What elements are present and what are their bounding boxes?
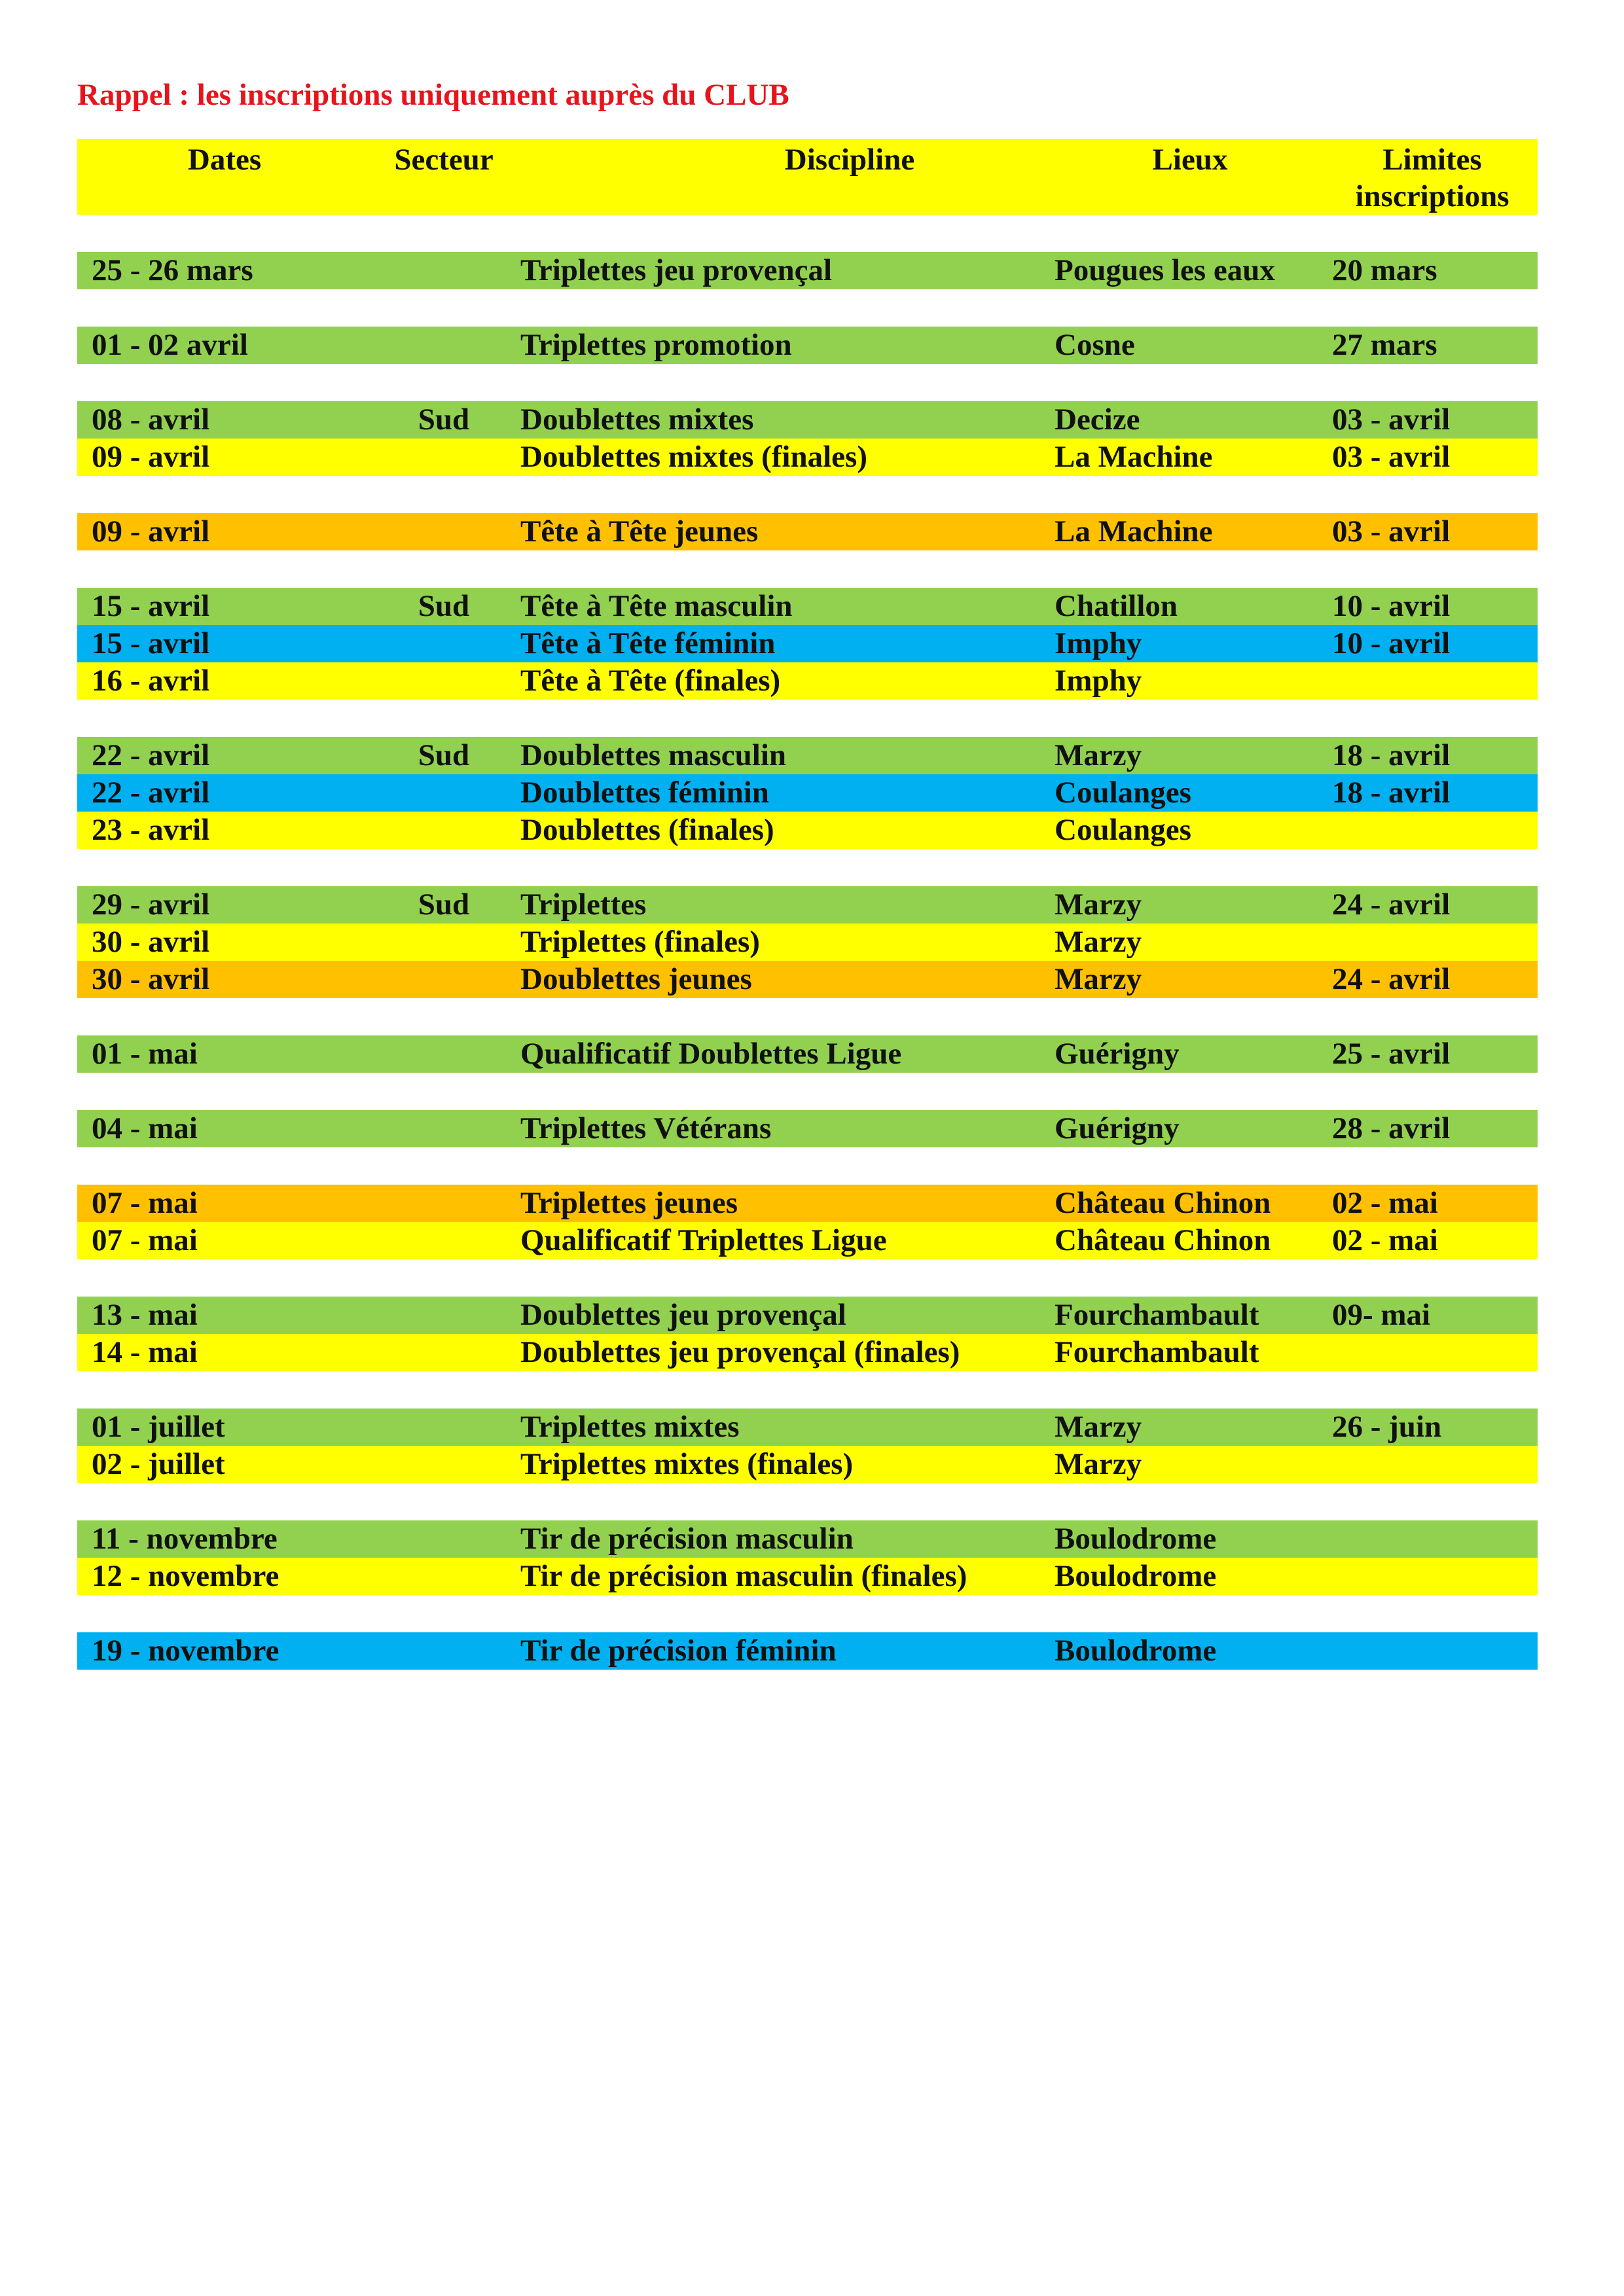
cell-lieu: Marzy xyxy=(1055,738,1142,772)
cell-limite: 28 - avril xyxy=(1332,1111,1451,1145)
cell-date: 09 - avril xyxy=(92,440,210,474)
cell-lieu: Decize xyxy=(1055,403,1140,437)
cell-date: 29 - avril xyxy=(92,888,210,922)
cell-date: 22 - avril xyxy=(92,776,210,810)
cell-discipline: Tête à Tête (finales) xyxy=(520,664,781,698)
cell-date: 13 - mai xyxy=(92,1298,198,1332)
cell-lieu: Imphy xyxy=(1055,626,1142,660)
table-row xyxy=(77,1334,1538,1371)
cell-lieu: La Machine xyxy=(1055,514,1213,548)
cell-lieu: Guérigny xyxy=(1055,1111,1180,1145)
row-group xyxy=(77,513,1538,550)
cell-date: 09 - avril xyxy=(92,514,210,548)
cell-lieu: Pougues les eaux xyxy=(1055,253,1275,287)
row-group xyxy=(77,737,1538,849)
cell-limite: 03 - avril xyxy=(1332,440,1451,474)
table-row xyxy=(77,961,1538,998)
cell-date: 08 - avril xyxy=(92,403,210,437)
cell-lieu: Marzy xyxy=(1055,925,1142,959)
table-row xyxy=(77,439,1538,476)
cell-date: 14 - mai xyxy=(92,1335,198,1369)
cell-discipline: Doublettes (finales) xyxy=(520,813,774,847)
schedule-table xyxy=(77,139,1538,1707)
table-row xyxy=(77,1632,1538,1670)
header-lieux: Lieux xyxy=(1152,143,1228,177)
cell-date: 12 - novembre xyxy=(92,1559,280,1593)
header-secteur: Secteur xyxy=(394,143,494,177)
cell-discipline: Doublettes jeu provençal xyxy=(520,1298,846,1332)
table-header xyxy=(77,139,1538,215)
cell-date: 30 - avril xyxy=(92,925,210,959)
cell-discipline: Triplettes Vétérans xyxy=(520,1111,772,1145)
cell-date: 30 - avril xyxy=(92,962,210,996)
cell-limite: 25 - avril xyxy=(1332,1037,1451,1071)
cell-discipline: Triplettes jeunes xyxy=(520,1186,738,1220)
row-group xyxy=(77,1408,1538,1483)
table-row xyxy=(77,662,1538,700)
cell-date: 25 - 26 mars xyxy=(92,253,253,287)
header-dates: Dates xyxy=(187,143,262,177)
cell-secteur: Sud xyxy=(418,888,470,922)
row-group xyxy=(77,401,1538,476)
row-group xyxy=(77,886,1538,998)
cell-lieu: Coulanges xyxy=(1055,776,1191,810)
cell-lieu: Cosne xyxy=(1055,328,1135,362)
cell-limite: 18 - avril xyxy=(1332,776,1451,810)
table-body xyxy=(77,252,1538,1670)
cell-lieu: Boulodrome xyxy=(1055,1559,1217,1593)
table-row xyxy=(77,1222,1538,1259)
cell-discipline: Doublettes féminin xyxy=(520,776,769,810)
table-row xyxy=(77,1408,1538,1446)
cell-discipline: Tête à Tête féminin xyxy=(520,626,776,660)
row-group xyxy=(77,1035,1538,1073)
cell-lieu: Marzy xyxy=(1055,1410,1142,1444)
row-group xyxy=(77,1297,1538,1371)
header-discipline: Discipline xyxy=(784,143,915,177)
cell-discipline: Triplettes mixtes (finales) xyxy=(520,1447,854,1481)
table-row xyxy=(77,924,1538,961)
cell-discipline: Qualificatif Doublettes Ligue xyxy=(520,1037,902,1071)
cell-limite: 24 - avril xyxy=(1332,962,1451,996)
table-row xyxy=(77,737,1538,774)
cell-limite: 10 - avril xyxy=(1332,626,1451,660)
cell-secteur: Sud xyxy=(418,403,470,437)
cell-limite: 18 - avril xyxy=(1332,738,1451,772)
cell-limite: 10 - avril xyxy=(1332,589,1451,623)
cell-date: 07 - mai xyxy=(92,1186,198,1220)
table-row xyxy=(77,1558,1538,1595)
cell-discipline: Tir de précision masculin xyxy=(520,1522,854,1556)
row-group xyxy=(77,1185,1538,1259)
table-row xyxy=(77,252,1538,289)
row-group xyxy=(77,327,1538,364)
cell-discipline: Triplettes mixtes xyxy=(520,1410,740,1444)
cell-date: 01 - mai xyxy=(92,1037,198,1071)
cell-limite: 02 - mai xyxy=(1332,1186,1438,1220)
cell-date: 15 - avril xyxy=(92,626,210,660)
table-row xyxy=(77,327,1538,364)
table-row xyxy=(77,1110,1538,1147)
row-group xyxy=(77,1632,1538,1670)
cell-date: 02 - juillet xyxy=(92,1447,225,1481)
table-row xyxy=(77,513,1538,550)
cell-date: 11 - novembre xyxy=(92,1522,278,1556)
cell-date: 01 - juillet xyxy=(92,1410,225,1444)
cell-secteur: Sud xyxy=(418,589,470,623)
cell-limite: 26 - juin xyxy=(1332,1410,1442,1444)
cell-date: 23 - avril xyxy=(92,813,210,847)
cell-discipline: Doublettes mixtes xyxy=(520,403,754,437)
cell-lieu: Chatillon xyxy=(1055,589,1178,623)
cell-lieu: Marzy xyxy=(1055,888,1142,922)
cell-discipline: Doublettes masculin xyxy=(520,738,787,772)
cell-date: 16 - avril xyxy=(92,664,210,698)
cell-limite: 09- mai xyxy=(1332,1298,1431,1332)
table-row xyxy=(77,886,1538,924)
cell-limite: 03 - avril xyxy=(1332,403,1451,437)
header-limites xyxy=(1327,141,1537,215)
cell-discipline: Doublettes mixtes (finales) xyxy=(520,440,867,474)
cell-lieu: Boulodrome xyxy=(1055,1522,1217,1556)
cell-date: 01 - 02 avril xyxy=(92,328,248,362)
cell-discipline: Triplettes promotion xyxy=(520,328,792,362)
table-row xyxy=(77,812,1538,849)
table-row xyxy=(77,1446,1538,1483)
cell-discipline: Tir de précision féminin xyxy=(520,1634,837,1668)
cell-date: 15 - avril xyxy=(92,589,210,623)
cell-secteur: Sud xyxy=(418,738,470,772)
cell-discipline: Triplettes xyxy=(520,888,647,922)
cell-lieu: Marzy xyxy=(1055,962,1142,996)
table-row xyxy=(77,1185,1538,1222)
cell-lieu: Fourchambault xyxy=(1055,1335,1259,1369)
table-row xyxy=(77,1520,1538,1558)
cell-discipline: Tête à Tête masculin xyxy=(520,589,793,623)
cell-discipline: Tête à Tête jeunes xyxy=(520,514,759,548)
cell-discipline: Triplettes (finales) xyxy=(520,925,760,959)
cell-lieu: Coulanges xyxy=(1055,813,1191,847)
cell-date: 04 - mai xyxy=(92,1111,198,1145)
cell-discipline: Doublettes jeu provençal (finales) xyxy=(520,1335,960,1369)
cell-discipline: Tir de précision masculin (finales) xyxy=(520,1559,967,1593)
row-group xyxy=(77,588,1538,700)
row-group xyxy=(77,1520,1538,1595)
table-row xyxy=(77,625,1538,662)
cell-lieu: Fourchambault xyxy=(1055,1298,1259,1332)
table-row xyxy=(77,1297,1538,1334)
cell-lieu: Marzy xyxy=(1055,1447,1142,1481)
cell-limite: 03 - avril xyxy=(1332,514,1451,548)
rappel-notice: Rappel : les inscriptions uniquement auprès du CLUB xyxy=(77,78,789,112)
cell-limite: 02 - mai xyxy=(1332,1223,1438,1257)
table-row xyxy=(77,1035,1538,1073)
cell-lieu: Château Chinon xyxy=(1055,1186,1271,1220)
cell-date: 07 - mai xyxy=(92,1223,198,1257)
row-group xyxy=(77,252,1538,289)
cell-limite: 24 - avril xyxy=(1332,888,1451,922)
header-limites-line1: Limites xyxy=(1382,143,1482,177)
row-group xyxy=(77,1110,1538,1147)
table-row xyxy=(77,774,1538,812)
cell-lieu: Imphy xyxy=(1055,664,1142,698)
cell-lieu: Château Chinon xyxy=(1055,1223,1271,1257)
cell-date: 19 - novembre xyxy=(92,1634,280,1668)
table-row xyxy=(77,401,1538,439)
cell-lieu: La Machine xyxy=(1055,440,1213,474)
cell-discipline: Doublettes jeunes xyxy=(520,962,752,996)
cell-date: 22 - avril xyxy=(92,738,210,772)
cell-lieu: Boulodrome xyxy=(1055,1634,1217,1668)
cell-discipline: Qualificatif Triplettes Ligue xyxy=(520,1223,887,1257)
header-limites-line2: inscriptions xyxy=(1355,179,1509,213)
cell-limite: 20 mars xyxy=(1332,253,1437,287)
cell-discipline: Triplettes jeu provençal xyxy=(520,253,833,287)
table-row xyxy=(77,588,1538,625)
cell-lieu: Guérigny xyxy=(1055,1037,1180,1071)
cell-limite: 27 mars xyxy=(1332,328,1437,362)
